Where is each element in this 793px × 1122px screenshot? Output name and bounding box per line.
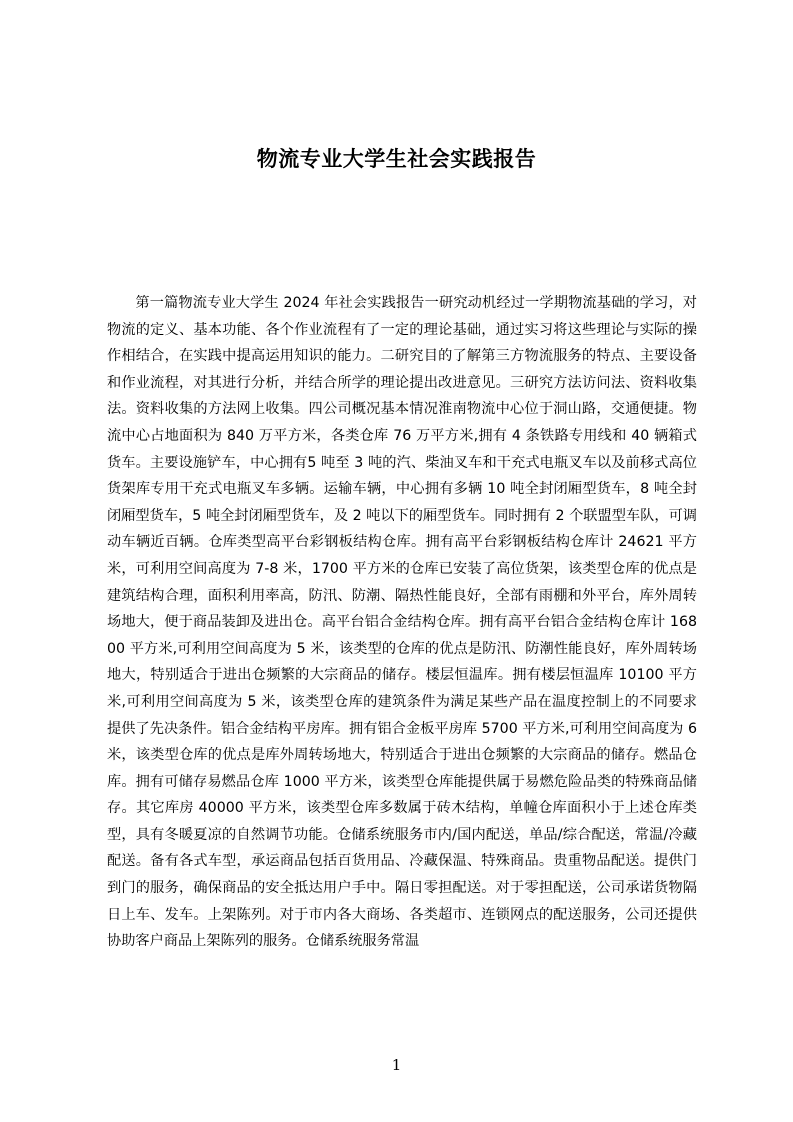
body-paragraph: 第一篇物流专业大学生 2024 年社会实践报告一研究动机经过一学期物流基础的学习，对物流的定义、基本功能、各个作业流程有了一定的理论基础，通过实习将这些理论与实际的操作相结合，在实践中提高运用知识的能力。二研究目的了解第三方物流服务的特点、主要设备和作业流程，对其进行分析，并结合所学的理论提出改进意见。三研究方法访问法、资料收集法。资料收集的方法网上收集。四公司概况基本情况淮南物流中心位于洞山路，交通便捷。物流中心占地面积为 840 万平方米，各类仓库 76 万平方米,拥有 4 条铁路专用线和 40 辆箱式货车。主要设施铲车，中心拥有5 吨至 3 吨的汽、柴油叉车和干充式电瓶叉车以及前移式高位货架库专用干充式电瓶叉车多辆。运输车辆，中心拥有多辆 10 吨全封闭厢型货车，8 吨全封闭厢型货车，5 吨全封闭厢型货车，及 2 吨以下的厢型货车。同时拥有 2 个联盟型车队，可调动车辆近百辆。仓库类型高平台彩钢板结构仓库。拥有高平台彩钢板结构仓库计 24621 平方米，可利用空间高度为 7-8 米，1700 平方米的仓库已安装了高位货架，该类型仓库的优点是建筑结构合理，面积利用率高，防汛、防潮、隔热性能良好，全部有雨棚和外平台，库外周转场地大，便于商品装卸及进出仓。高平台铝合金结构仓库。拥有高平台铝合金结构仓库计 16800 平方米,可利用空间高度为 5 米，该类型的仓库的优点是防汛、防潮性能良好，库外周转场地大，特别适合于进出仓频繁的大宗商品的储存。楼层恒温库。拥有楼层恒温库 10100 平方米,可利用空间高度为 5 米，该类型仓库的建筑条件为满足某些产品在温度控制上的不同要求提供了先决条件。铝合金结构平房库。拥有铝合金板平房库 5700 平方米,可利用空间高度为 6 米，该类型仓库的优点是库外周转场地大，特别适合于进出仓频繁的大宗商品的储存。燃品仓库。拥有可储存易燃品仓库 1000 平方米，该类型仓库能提供属于易燃危险品类的特殊商品储存。其它库房 40000 平方米，该类型仓库多数属于砖木结构，单幢仓库面积小于上述仓库类型，具有冬暖夏凉的自然调节功能。仓储系统服务市内/国内配送，单品/综合配送，常温/冷藏配送。备有各式车型，承运商品包括百货用品、冷藏保温、特殊商品。贵重物品配送。提供门到门的服务，确保商品的安全抵达用户手中。隔日零担配送。对于零担配送，公司承诺货物隔日上车、发车。上架陈列。对于市内各大商场、各类超市、连锁网点的配送服务，公司还提供协助客户商品上架陈列的服务。仓储系统服务常温 [107, 295, 697, 950]
document-title: 物流专业大学生社会实践报告 [256, 147, 537, 171]
page-number: 1 [391, 1056, 402, 1074]
